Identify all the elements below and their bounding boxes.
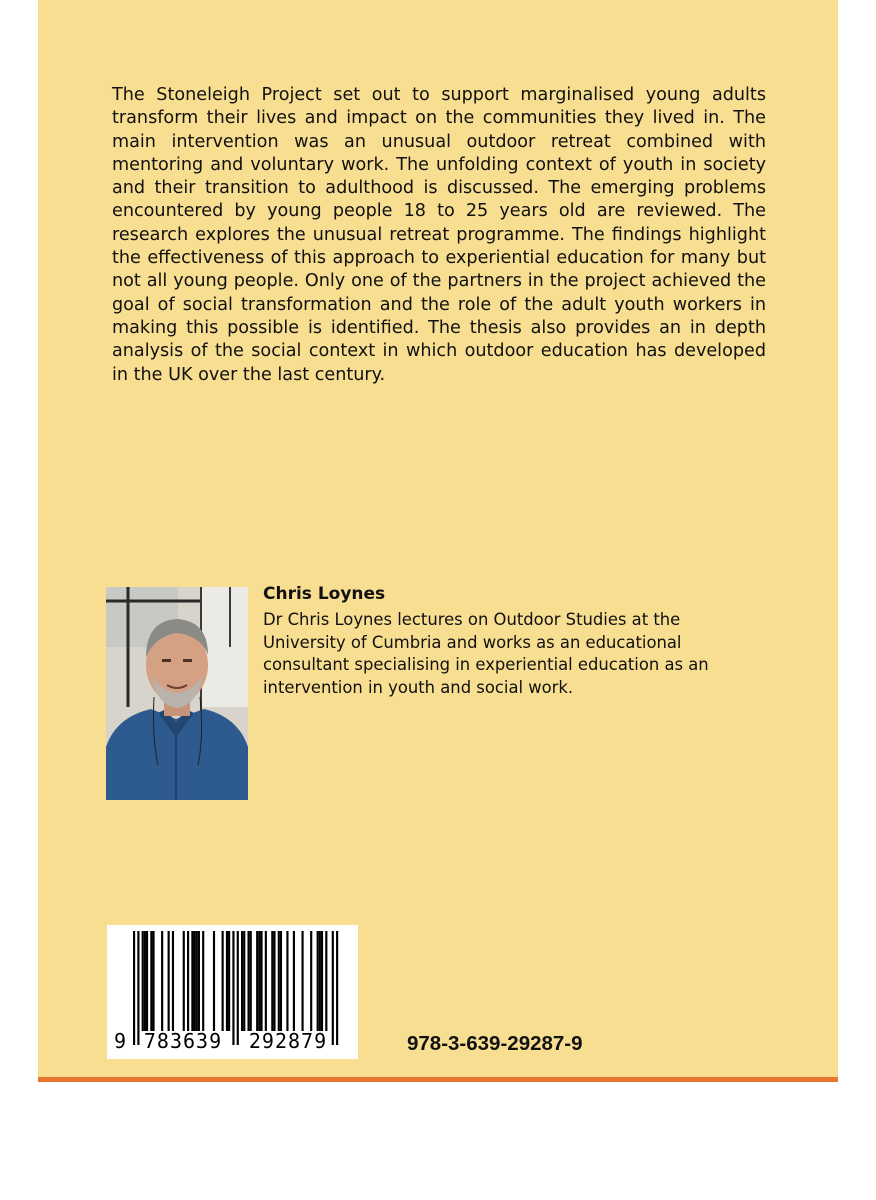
barcode-bar [278, 931, 280, 1031]
barcode-bar [293, 931, 295, 1031]
barcode-bar [226, 931, 228, 1031]
barcode-bar [273, 931, 275, 1031]
barcode-bar [271, 931, 273, 1031]
barcode-bar [222, 931, 224, 1031]
barcode-bar [310, 931, 312, 1031]
barcode-bar [213, 931, 215, 1031]
barcode-bar [265, 931, 267, 1031]
barcode-digit-group-left: 783639 [143, 1029, 223, 1053]
barcode-digits [107, 1029, 358, 1053]
barcode-bar [260, 931, 262, 1031]
barcode-bar [325, 931, 327, 1031]
barcode-bar [241, 931, 243, 1031]
barcode-guard-bar [133, 931, 135, 1045]
accent-stripe [38, 1077, 838, 1082]
barcode-bar [196, 931, 198, 1031]
barcode-bar [152, 931, 154, 1031]
author-name: Chris Loynes [263, 584, 386, 604]
barcode-bar [150, 931, 152, 1031]
barcode-bar [317, 931, 319, 1031]
barcode-bar [256, 931, 258, 1031]
barcode-bar [321, 931, 323, 1031]
barcode-bar [243, 931, 245, 1031]
barcode-bar [319, 931, 321, 1031]
barcode-bar [187, 931, 189, 1031]
barcode-bar [228, 931, 230, 1031]
barcode-bar [301, 931, 303, 1031]
barcode-lead-digit: 9 [113, 1029, 127, 1053]
author-photo [106, 587, 248, 800]
barcode-bar [168, 931, 170, 1031]
barcode-bar [193, 931, 195, 1031]
barcode-bar [286, 931, 288, 1031]
isbn-number: 978-3-639-29287-9 [407, 1032, 583, 1055]
barcode-bar [144, 931, 146, 1031]
barcode-bar [280, 931, 282, 1031]
barcode-digit-group-right: 292879 [248, 1029, 328, 1053]
author-bio: Dr Chris Loynes lectures on Outdoor Studies at the University of Cumbria and works as an educational consultant specialising in experiential education as an intervention in youth and social work. [263, 610, 709, 697]
barcode-bar [183, 931, 185, 1031]
barcode-bar [202, 931, 204, 1031]
barcode-guard-bar [137, 931, 139, 1045]
barcode-guard-bar [332, 931, 334, 1045]
isbn-barcode [107, 925, 358, 1059]
barcode-bar [161, 931, 163, 1031]
barcode-bar [247, 931, 249, 1031]
barcode-bar [172, 931, 174, 1031]
barcode-bar [191, 931, 193, 1031]
barcode-bar [258, 931, 260, 1031]
barcode-bar [198, 931, 200, 1031]
barcode-bar [250, 931, 252, 1031]
barcode-bar [142, 931, 144, 1031]
book-description: The Stoneleigh Project set out to support marginalised young adults transform their lives and impact on the communities they lived in. The main intervention was an unusual outdoor retreat combined with mentoring and voluntary work. The unfolding context of youth in society and their transition to adulthood is discussed. The emerging problems encountered by young people 18 to 25 years old are reviewed. The research explores the unusual retreat programme. The findings highlight the effectiveness of this approach to experiential education for many but not all young people. Only one of the partners in the project achieved the goal of social transformation and the role of the adult youth workers in making this possible is identified. The thesis also provides an in depth analysis of the social context in which outdoor education has developed in the UK over the last century. [112, 85, 766, 385]
barcode-guard-bar [237, 931, 239, 1045]
barcode-bar [146, 931, 148, 1031]
barcode-guard-bar [336, 931, 338, 1045]
barcode-guard-bar [232, 931, 234, 1045]
